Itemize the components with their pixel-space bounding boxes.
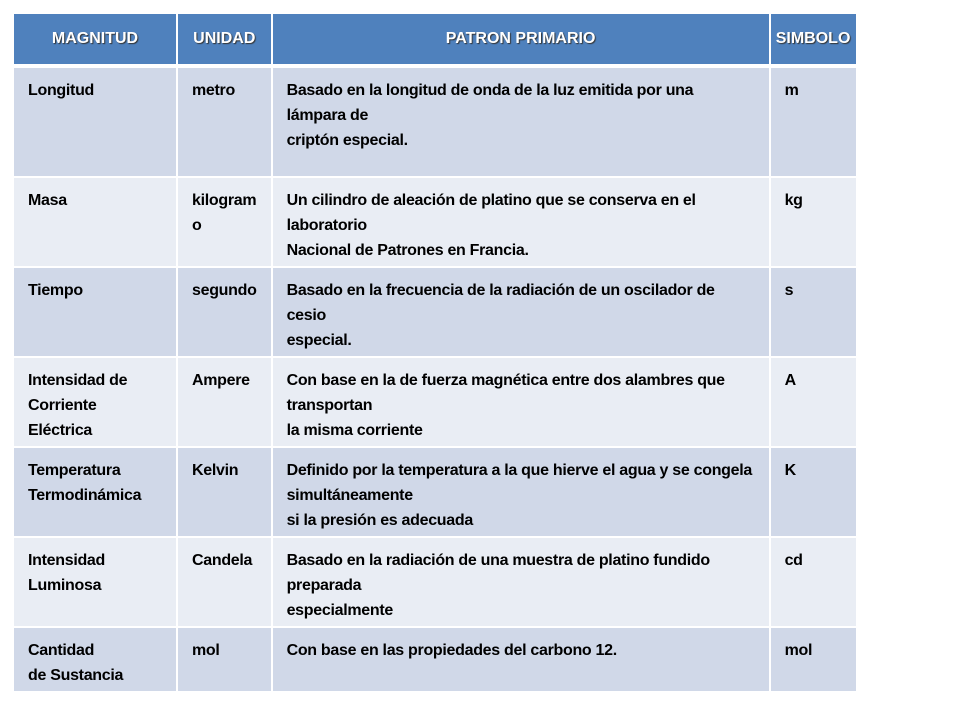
unidad-cell: metro (178, 68, 271, 176)
simbolo-cell: m (771, 68, 856, 176)
unidad-cell: Kelvin (178, 448, 271, 536)
simbolo-cell: mol (771, 628, 856, 691)
table-row (14, 358, 856, 446)
unidad-cell: Candela (178, 538, 271, 626)
table-row (14, 178, 856, 266)
header-row (14, 14, 856, 66)
unidad-cell: segundo (178, 268, 271, 356)
magnitud-cell: Temperatura Termodinámica (14, 448, 176, 536)
table-row (14, 628, 856, 691)
simbolo-cell: A (771, 358, 856, 446)
patron-cell: Con base en las propiedades del carbono 12. (273, 628, 769, 691)
header-magnitud: MAGNITUD (14, 14, 176, 66)
patron-cell: Basado en la radiación de una muestra de platino fundido preparada especialmente (273, 538, 769, 626)
simbolo-cell: K (771, 448, 856, 536)
unidad-cell: mol (178, 628, 271, 691)
patron-cell: Definido por la temperatura a la que hierve el agua y se congela simultáneamente si la presión es adecuada (273, 448, 769, 536)
patron-cell: Un cilindro de aleación de platino que se conserva en el laboratorio Nacional de Patrones en Francia. (273, 178, 769, 266)
simbolo-cell: cd (771, 538, 856, 626)
table-row (14, 68, 856, 176)
header-unidad: UNIDAD (178, 14, 271, 66)
unidad-cell: kilogram o (178, 178, 271, 266)
magnitud-cell: Intensidad de Corriente Eléctrica (14, 358, 176, 446)
magnitud-cell: Tiempo (14, 268, 176, 356)
patron-cell: Con base en la de fuerza magnética entre dos alambres que transportan la misma corriente (273, 358, 769, 446)
simbolo-cell: kg (771, 178, 856, 266)
header-patron: PATRON PRIMARIO (273, 14, 769, 66)
simbolo-cell: s (771, 268, 856, 356)
magnitud-cell: Cantidad de Sustancia (14, 628, 176, 691)
units-table (12, 12, 858, 693)
patron-cell: Basado en la frecuencia de la radiación de un oscilador de cesio especial. (273, 268, 769, 356)
magnitud-cell: Intensidad Luminosa (14, 538, 176, 626)
unidad-cell: Ampere (178, 358, 271, 446)
table-row (14, 268, 856, 356)
magnitud-cell: Longitud (14, 68, 176, 176)
header-simbolo: SIMBOLO (771, 14, 856, 66)
table-row (14, 538, 856, 626)
table-row (14, 448, 856, 536)
patron-cell: Basado en la longitud de onda de la luz emitida por una lámpara de criptón especial. (273, 68, 769, 176)
magnitud-cell: Masa (14, 178, 176, 266)
